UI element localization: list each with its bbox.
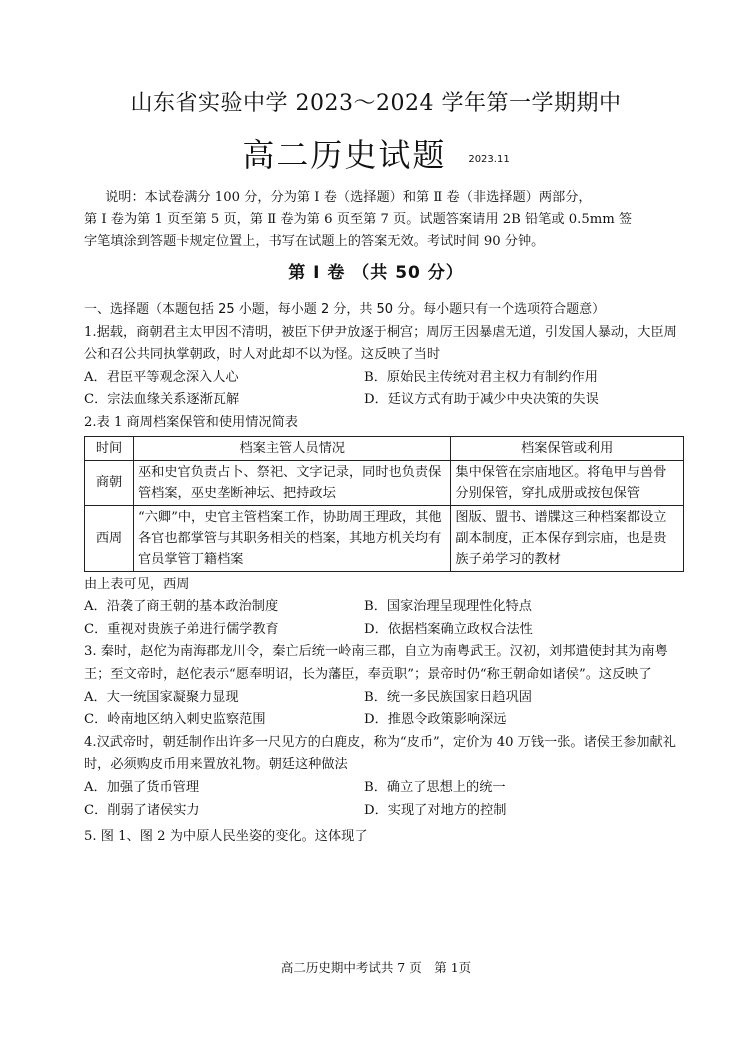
exam-date: 2023.11: [468, 154, 510, 165]
question-3-option-b: B．统一多民族国家日趋巩固: [364, 689, 532, 705]
question-2-option-b: B．国家治理呈现理性化特点: [364, 599, 532, 615]
question-4-stem: 4.汉武帝时，朝廷制作出许多一尺见方的白鹿皮，称为“皮币”，定价为 40 万钱一张。诸侯王参加献礼时，必须购皮币用来置放礼物。朝廷这种做法: [84, 734, 676, 773]
question-3-option-c: C．岭南地区纳入刺史监察范围: [84, 712, 266, 728]
question-2-option-d: D．依据档案确立政权合法性: [364, 621, 533, 637]
question-4-option-a: A．加强了货币管理: [84, 779, 200, 795]
question-2-options: [84, 596, 684, 641]
table-cell: 图版、盟书、谱牒这三种档案都设立副本制度，正本保存到宗庙，也是贵族子弟学习的教材: [451, 505, 684, 571]
table-row: [85, 460, 684, 505]
question-3-option-a: A．大一统国家凝聚力显现: [84, 689, 239, 705]
table-row: [85, 505, 684, 571]
questions-area: [84, 299, 684, 849]
archive-table: [84, 436, 684, 572]
table-cell: “六卿”中，史官主管档案工作，协助周王理政，其他各官也都掌管与其职务相关的档案，其地方机关均有官员掌管丁籍档案: [134, 505, 451, 571]
section-1-heading: 一、选择题（本题包括 25 小题，每小题 2 分，共 50 分。每小题只有一个选项符合题意）: [84, 302, 606, 317]
title-row: [0, 130, 752, 176]
table-header-cell: 时间: [85, 436, 134, 460]
question-4-option-d: D．实现了对地方的控制: [364, 802, 507, 818]
question-1-option-b: B．原始民主传统对君主权力有制约作用: [364, 369, 598, 385]
question-3-options: [84, 687, 684, 732]
instructions-line-1: 说明：本试卷满分 100 分，分为第 Ⅰ 卷（选择题）和第 Ⅱ 卷（非选择题）两部分，: [105, 190, 592, 205]
table-cell: 巫和史官负责占卜、祭祀、文字记录，同时也负责保管档案，巫史垄断神坛、把持政坛: [134, 460, 451, 505]
question-1-options: [84, 367, 684, 412]
question-1-option-d: D．廷议方式有助于减少中央决策的失误: [364, 392, 599, 408]
question-2-stem: 2.表 1 商周档案保管和使用情况简表: [84, 414, 298, 430]
question-2-option-a: A．沿袭了商王朝的基本政治制度: [84, 599, 279, 615]
instructions-line-2: 第 Ⅰ 卷为第 1 页至第 5 页，第 Ⅱ 卷为第 6 页至第 7 页。试题答案请用 2B 铅笔或 0.5mm 签: [84, 212, 633, 227]
table-cell: 西周: [85, 505, 134, 571]
question-4-option-c: C．削弱了诸侯实力: [84, 802, 200, 818]
question-5-stem: 5. 图 1、图 2 为中原人民坐姿的变化。这体现了: [84, 829, 368, 845]
instructions-line-3: 字笔填涂到答题卡规定位置上，书写在试题上的答案无效。考试时间 90 分钟。: [84, 234, 545, 249]
table-cell: 集中保管在宗庙地区。将龟甲与兽骨分别保管，穿扎成册或按包保管: [451, 460, 684, 505]
question-4-option-b: B．确立了思想上的统一: [364, 779, 506, 795]
question-4-options: [84, 777, 684, 822]
table-header-row: [85, 436, 684, 460]
instructions: [84, 187, 684, 253]
question-3-option-d: D．推恩令政策影响深远: [364, 712, 507, 728]
page-footer: 高二历史期中考试共 7 页 第 1页: [280, 960, 472, 975]
question-1-option-c: C．宗法血缘关系逐渐瓦解: [84, 392, 240, 408]
question-2-followup: 由上表可见，西周: [84, 576, 190, 592]
school-term-line: 山东省实验中学 2023～2024 学年第一学期期中: [130, 91, 622, 116]
question-1-stem: 1.据载，商朝君主太甲因不清明，被臣下伊尹放逐于桐宫；周厉王因暴虐无道，引发国人暴动，大臣周公和召公共同执掌朝政，时人对此却不以为怪。这反映了当时: [84, 324, 677, 363]
question-2-option-c: C．重视对贵族子弟进行儒学教育: [84, 621, 279, 637]
table-header-cell: 档案主管人员情况: [134, 436, 451, 460]
part-1-heading: 第 Ⅰ 卷 （共 50 分）: [288, 263, 464, 283]
question-1-option-a: A．君臣平等观念深入人心: [84, 369, 239, 385]
table-cell: 商朝: [85, 460, 134, 505]
exam-title: 高二历史试题: [242, 136, 447, 174]
question-3-stem: 3. 秦时，赵佗为南海郡龙川令，秦亡后统一岭南三郡，自立为南粤武王。汉初，刘邦遣使封其为南粤王；至文帝时，赵佗表示“愿奉明诏，长为藩臣，奉贡职”；景帝时仍“称王朝命如诸侯”。这反映了: [84, 644, 668, 682]
table-header-cell: 档案保管或利用: [451, 436, 684, 460]
